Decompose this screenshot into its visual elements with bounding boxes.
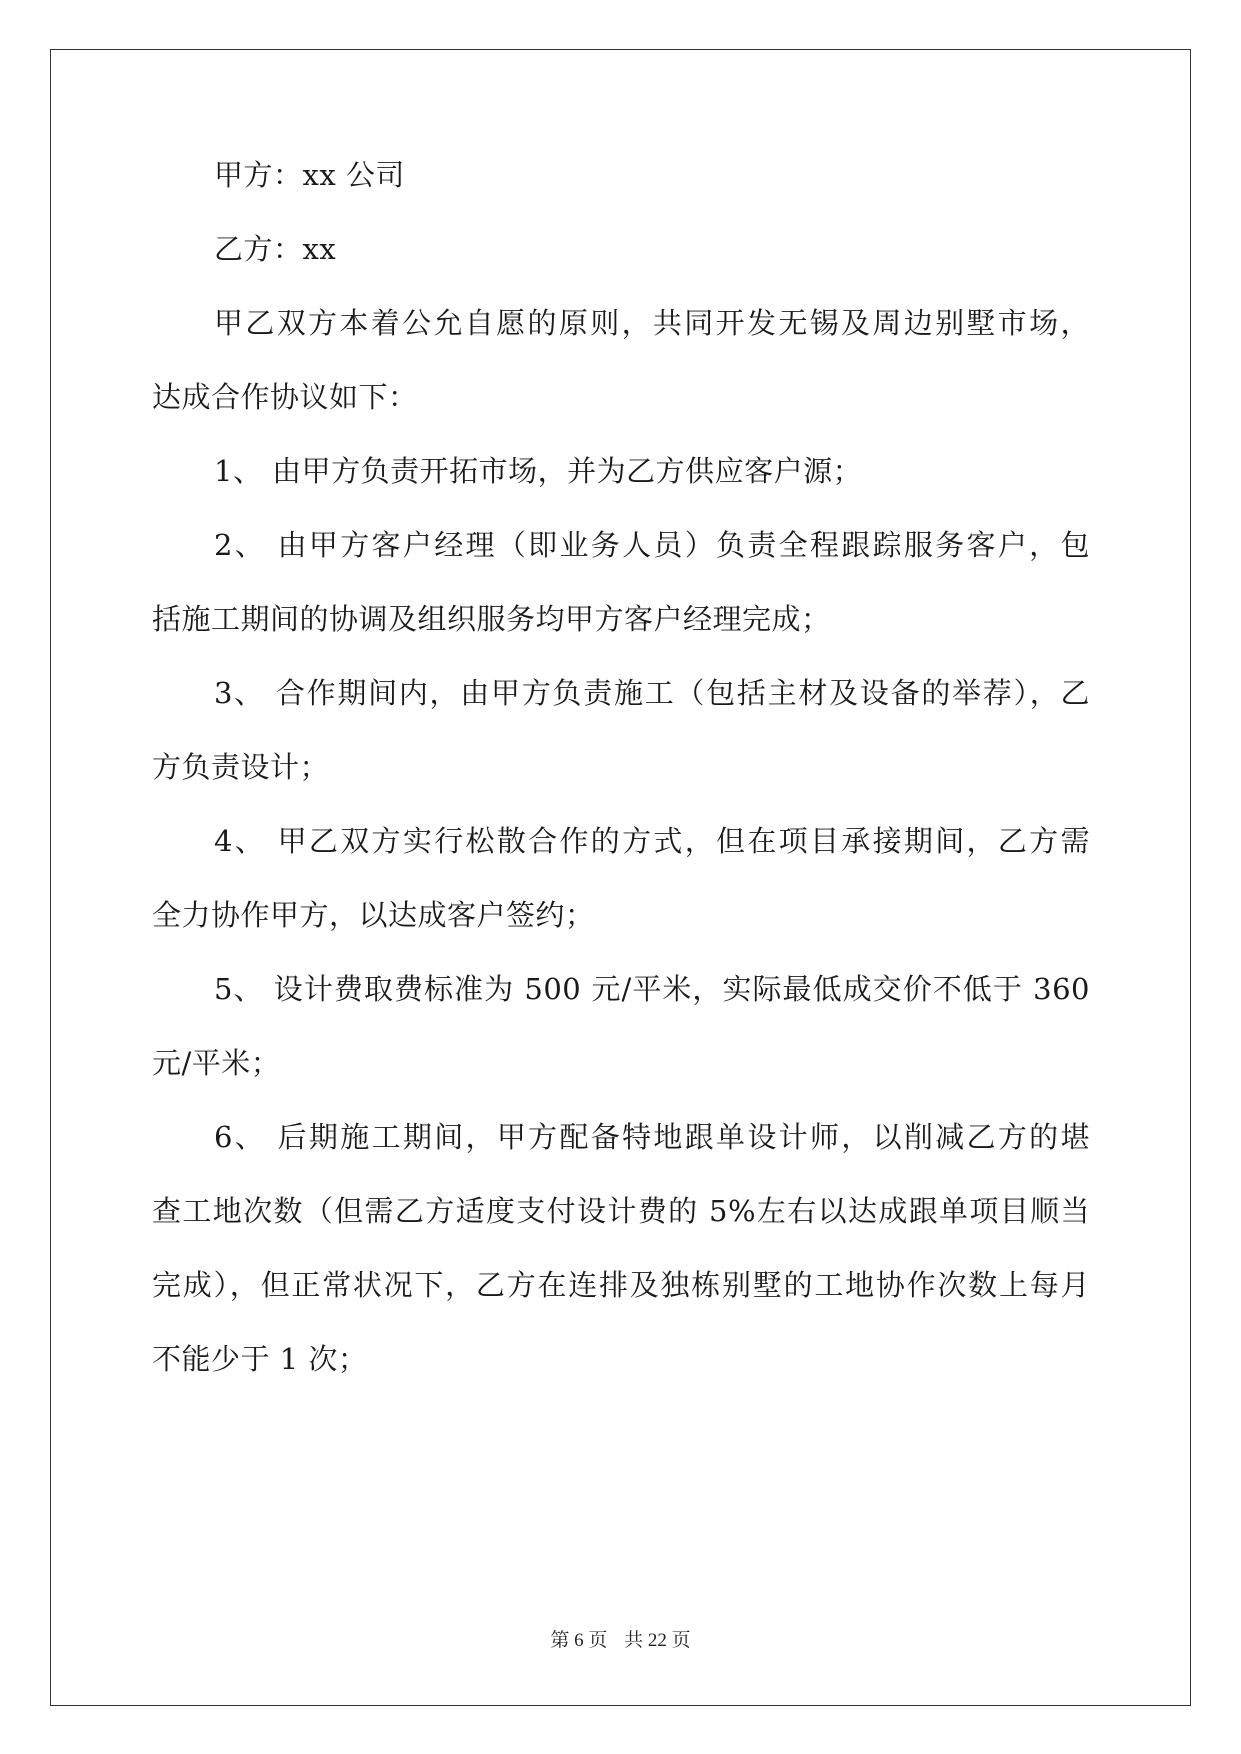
intro-line-2: 达成合作协议如下： <box>152 380 418 414</box>
page-footer <box>0 1625 1241 1652</box>
clause-2-line-2: 括施工期间的协调及组织服务均甲方客户经理完成； <box>152 602 831 636</box>
clause-1-line: 1、 由甲方负责开拓市场，并为乙方供应客户源； <box>214 454 863 488</box>
party-a-line: 甲方：xx 公司 <box>214 158 405 192</box>
clause-4-line-1: 4、 甲乙双方实行松散合作的方式，但在项目承接期间，乙方需 <box>214 824 1090 858</box>
party-b-line: 乙方：xx <box>214 232 337 266</box>
clause-6-line-3: 完成），但正常状况下，乙方在连排及独栋别墅的工地协作次数上每月 <box>152 1268 1090 1302</box>
clause-6-line-2: 查工地次数（但需乙方适度支付设计费的 5%左右以达成跟单项目顺当 <box>152 1194 1090 1228</box>
page-number: 第 6 页 <box>550 1630 608 1651</box>
clause-5-line-1: 5、 设计费取费标准为 500 元/平米，实际最低成交价不低于 360 <box>214 972 1090 1006</box>
intro-line-1: 甲乙双方本着公允自愿的原则，共同开发无锡及周边别墅市场， <box>214 306 1090 340</box>
clause-5-line-2: 元/平米； <box>152 1046 281 1080</box>
clause-2-line-1: 2、 由甲方客户经理（即业务人员）负责全程跟踪服务客户，包 <box>214 528 1090 562</box>
clause-6-line-1: 6、 后期施工期间，甲方配备特地跟单设计师，以削减乙方的堪 <box>214 1120 1090 1154</box>
clause-3-line-2: 方负责设计； <box>152 750 330 784</box>
clause-4-line-2: 全力协作甲方，以达成客户签约； <box>152 898 595 932</box>
clause-3-line-1: 3、 合作期间内，由甲方负责施工（包括主材及设备的举荐），乙 <box>214 676 1090 710</box>
clause-6-line-4: 不能少于 1 次； <box>152 1342 368 1376</box>
page-total: 共 22 页 <box>624 1630 691 1651</box>
page-border <box>50 49 1191 1706</box>
